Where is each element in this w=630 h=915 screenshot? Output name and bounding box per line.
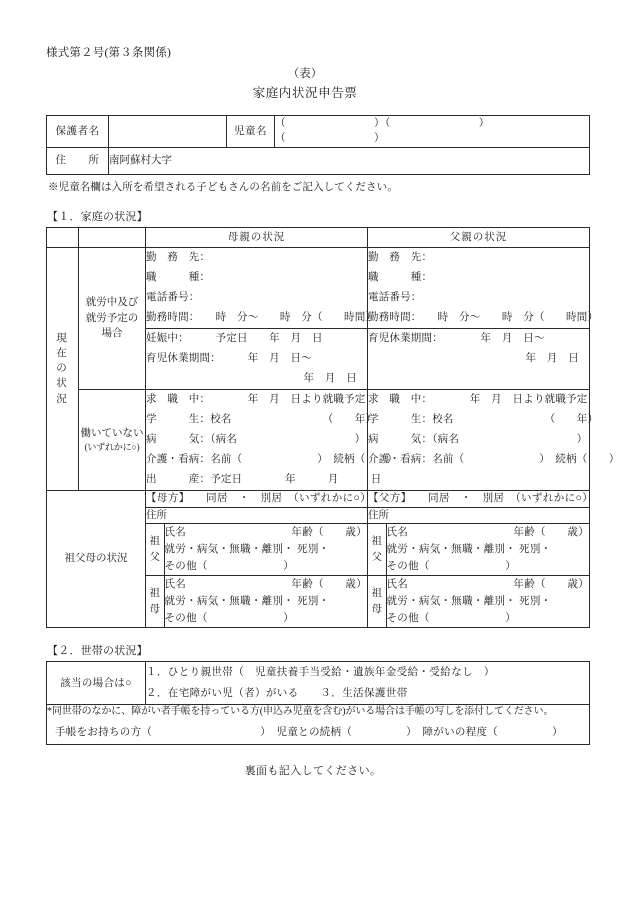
table-row bbox=[47, 389, 590, 490]
section1-heading: 【１．家庭の状況】 bbox=[47, 210, 148, 223]
father-leave-fields bbox=[368, 328, 589, 389]
title-block bbox=[46, 66, 590, 103]
father-illness-field[interactable]: 病 気：（病名 ） bbox=[368, 434, 588, 446]
row-label-working: 就労中及び 就労予定の 場合 bbox=[79, 247, 146, 389]
paternal-grandfather-cell bbox=[368, 524, 589, 576]
household-options bbox=[146, 662, 590, 705]
paternal-gf-status-options[interactable]: 就労・病気・無職・離別・ 死別・ bbox=[386, 544, 552, 556]
mother-jobseeking-field[interactable]: 求 職 中： 年 月 日より就職予定 bbox=[146, 394, 366, 406]
child-name-label: 児童名 bbox=[227, 116, 275, 147]
table-row bbox=[368, 576, 589, 628]
father-hours-field[interactable]: 勤務時間： 時 分～ 時 分（ 時間） bbox=[368, 312, 599, 324]
form-number: 様式第２号(第３条関係) bbox=[46, 47, 172, 59]
household-status-table bbox=[46, 661, 590, 745]
paternal-address-field[interactable]: 住所 bbox=[368, 507, 589, 523]
maternal-inner bbox=[146, 491, 372, 627]
paternal-gf-other-field[interactable]: その他（ ） bbox=[386, 561, 517, 573]
mother-workplace-field[interactable]: 勤 務 先： bbox=[146, 252, 211, 264]
table-row bbox=[47, 247, 590, 389]
handbook-holder-field[interactable]: 手帳をお持ちの方（ ） 児童との続柄（ ） 障がいの程度（ ） bbox=[55, 727, 563, 739]
maternal-gm-age-label[interactable]: 年齢（ 歳） bbox=[291, 579, 367, 591]
table-row bbox=[368, 248, 589, 329]
father-notworking-cell bbox=[368, 389, 620, 490]
paternal-gm-inner bbox=[368, 576, 589, 627]
address-input[interactable]: 南阿蘇村大字 bbox=[109, 147, 590, 174]
paternal-grandparents-cell bbox=[368, 490, 594, 627]
row-label-not-working: 働いていない (いずれかに○) bbox=[79, 389, 146, 490]
maternal-gf-other-field[interactable]: その他（ ） bbox=[164, 561, 295, 573]
guardian-name-input[interactable] bbox=[109, 116, 227, 147]
table-row bbox=[146, 524, 367, 576]
table-row bbox=[47, 662, 590, 705]
household-option-2[interactable]: ２．在宅障がい児（者）がいる ３．生活保護世帯 bbox=[146, 688, 408, 700]
mother-childcare-leave-field[interactable]: 育児休業期間： 年 月 日～ bbox=[146, 353, 312, 365]
paternal-gm-age-label[interactable]: 年齢（ 歳） bbox=[513, 579, 589, 591]
address-label: 住 所 bbox=[47, 147, 109, 174]
paternal-grandfather-label: 祖 父 bbox=[368, 524, 386, 575]
footer-note: 裏面も記入してください。 bbox=[244, 765, 382, 778]
table-row bbox=[368, 524, 589, 576]
maternal-grandfather-fields bbox=[164, 524, 367, 575]
column-header-mother: 母親の状況 bbox=[146, 227, 368, 247]
table-row bbox=[368, 576, 589, 627]
paternal-gf-inner bbox=[368, 524, 589, 575]
mother-childbirth-field[interactable]: 出 産：予定日 年 月 日 bbox=[146, 474, 382, 486]
mother-work-fields bbox=[146, 248, 377, 329]
father-childcare-leave-end-field[interactable]: 年 月 日 bbox=[525, 353, 579, 365]
father-work-fields bbox=[368, 248, 599, 329]
column-header-father: 父親の状況 bbox=[368, 227, 590, 247]
mother-childcare-leave-end-field[interactable]: 年 月 日 bbox=[303, 373, 357, 385]
father-care-field[interactable]: 介護・看病：名前（ ） 続柄（ ） bbox=[368, 454, 620, 466]
family-status-table bbox=[46, 227, 620, 629]
mother-working-cell bbox=[146, 247, 377, 389]
section2-heading: 【２．世帯の状況】 bbox=[47, 645, 148, 658]
table-row bbox=[368, 507, 589, 523]
maternal-grandfather-cell bbox=[146, 524, 367, 576]
table-row bbox=[368, 524, 589, 575]
maternal-gm-inner bbox=[146, 576, 367, 627]
table-row bbox=[47, 227, 590, 247]
household-option-1[interactable]: １．ひとり親世帯（ 児童扶養手当受給・遺族年金受給・受給なし ） bbox=[146, 667, 495, 679]
father-phone-field[interactable]: 電話番号： bbox=[368, 292, 422, 304]
table-row bbox=[47, 490, 590, 627]
paternal-gm-other-field[interactable]: その他（ ） bbox=[386, 613, 517, 625]
row-label-current-status: 現 在 の 状 況 bbox=[47, 247, 79, 490]
maternal-gm-name-label[interactable]: 氏名 bbox=[164, 579, 187, 591]
table-row bbox=[146, 507, 367, 523]
table-row bbox=[47, 147, 590, 174]
paternal-gm-status-options[interactable]: 就労・病気・無職・離別・ 死別・ bbox=[386, 596, 552, 608]
paternal-inner bbox=[368, 491, 594, 627]
table-row bbox=[368, 491, 589, 508]
child-name-input[interactable]: （ ）（ ）（ ） bbox=[275, 116, 590, 147]
table-row bbox=[368, 328, 589, 389]
table-row bbox=[146, 576, 367, 628]
father-childcare-leave-field[interactable]: 育児休業期間： 年 月 日～ bbox=[368, 333, 545, 345]
mother-notworking-cell bbox=[146, 389, 398, 490]
paternal-grandmother-fields bbox=[386, 576, 589, 627]
father-jobseeking-field[interactable]: 求 職 中： 年 月 日より就職予定 bbox=[368, 394, 588, 406]
table-row bbox=[146, 328, 367, 389]
paternal-grandmother-label: 祖 母 bbox=[368, 576, 386, 627]
maternal-gm-other-field[interactable]: その他（ ） bbox=[164, 613, 295, 625]
mother-student-field[interactable]: 学 生：校名 （ 年） bbox=[146, 414, 377, 426]
mother-illness-field[interactable]: 病 気：（病名 ） bbox=[146, 434, 366, 446]
maternal-address-field[interactable]: 住所 bbox=[146, 507, 367, 523]
empty-corner-cell-2 bbox=[79, 227, 146, 247]
disability-notice-text: *同世帯のなかに、障がい者手帳を持っている方(申込み児童を含む)がいる場合は手帳の写しを添付してください。 bbox=[47, 706, 554, 718]
maternal-gm-status-options[interactable]: 就労・病気・無職・離別・ 死別・ bbox=[164, 596, 330, 608]
table-row bbox=[146, 248, 367, 329]
mother-leave-fields bbox=[146, 328, 367, 389]
mother-care-field[interactable]: 介護・看病：名前（ ） 続柄（ ） bbox=[146, 454, 398, 466]
applicant-table bbox=[46, 115, 590, 174]
maternal-gf-age-label[interactable]: 年齢（ 歳） bbox=[291, 527, 367, 539]
maternal-grandmother-fields bbox=[164, 576, 367, 627]
maternal-grandmother-cell bbox=[146, 576, 367, 628]
title-omote: （表） bbox=[287, 68, 323, 80]
paternal-side-label[interactable]: 【父方】 同居 ・ 別居 （いずれかに○） bbox=[368, 491, 589, 508]
table-row bbox=[146, 524, 367, 575]
father-workplace-field[interactable]: 勤 務 先： bbox=[368, 252, 433, 264]
mother-working-inner bbox=[146, 248, 377, 389]
father-working-inner bbox=[368, 248, 599, 389]
table-row bbox=[47, 705, 590, 745]
father-jobtype-field[interactable]: 職 種： bbox=[368, 272, 433, 284]
page-title: 家庭内状況申告票 bbox=[252, 86, 358, 101]
father-working-cell bbox=[368, 247, 599, 389]
row-label-grandparents: 祖父母の状況 bbox=[47, 490, 146, 627]
maternal-grandfather-label: 祖 父 bbox=[146, 524, 164, 575]
father-student-field[interactable]: 学 生：校名 （ 年） bbox=[368, 414, 599, 426]
table-row bbox=[146, 576, 367, 627]
mother-jobtype-field[interactable]: 職 種： bbox=[146, 272, 211, 284]
paternal-gm-name-label[interactable]: 氏名 bbox=[386, 579, 409, 591]
table-row bbox=[47, 116, 590, 147]
maternal-grandmother-label: 祖 母 bbox=[146, 576, 164, 627]
paternal-gf-age-label[interactable]: 年齢（ 歳） bbox=[513, 527, 589, 539]
mother-hours-field[interactable]: 勤務時間： 時 分～ 時 分（ 時間） bbox=[146, 312, 377, 324]
disability-notice-cell bbox=[47, 705, 590, 745]
paternal-grandfather-fields bbox=[386, 524, 589, 575]
child-name-note: ※児童名欄は入所を希望される子どもさんの名前をご記入してください。 bbox=[48, 181, 398, 193]
paternal-gf-name-label[interactable]: 氏名 bbox=[386, 527, 409, 539]
guardian-name-label: 保護者名 bbox=[47, 116, 109, 147]
maternal-grandparents-cell bbox=[146, 490, 372, 627]
mother-phone-field[interactable]: 電話番号： bbox=[146, 292, 200, 304]
maternal-gf-name-label[interactable]: 氏名 bbox=[164, 527, 187, 539]
paternal-grandmother-cell bbox=[368, 576, 589, 628]
table-row bbox=[146, 491, 367, 508]
household-circle-label: 該当の場合は○ bbox=[47, 662, 146, 705]
mother-pregnancy-field[interactable]: 妊娠中： 予定日 年 月 日 bbox=[146, 333, 323, 345]
maternal-side-label[interactable]: 【母方】 同居 ・ 別居 （いずれかに○） bbox=[146, 491, 367, 508]
maternal-gf-inner bbox=[146, 524, 367, 575]
empty-corner-cell bbox=[47, 227, 79, 247]
maternal-gf-status-options[interactable]: 就労・病気・無職・離別・ 死別・ bbox=[164, 544, 330, 556]
